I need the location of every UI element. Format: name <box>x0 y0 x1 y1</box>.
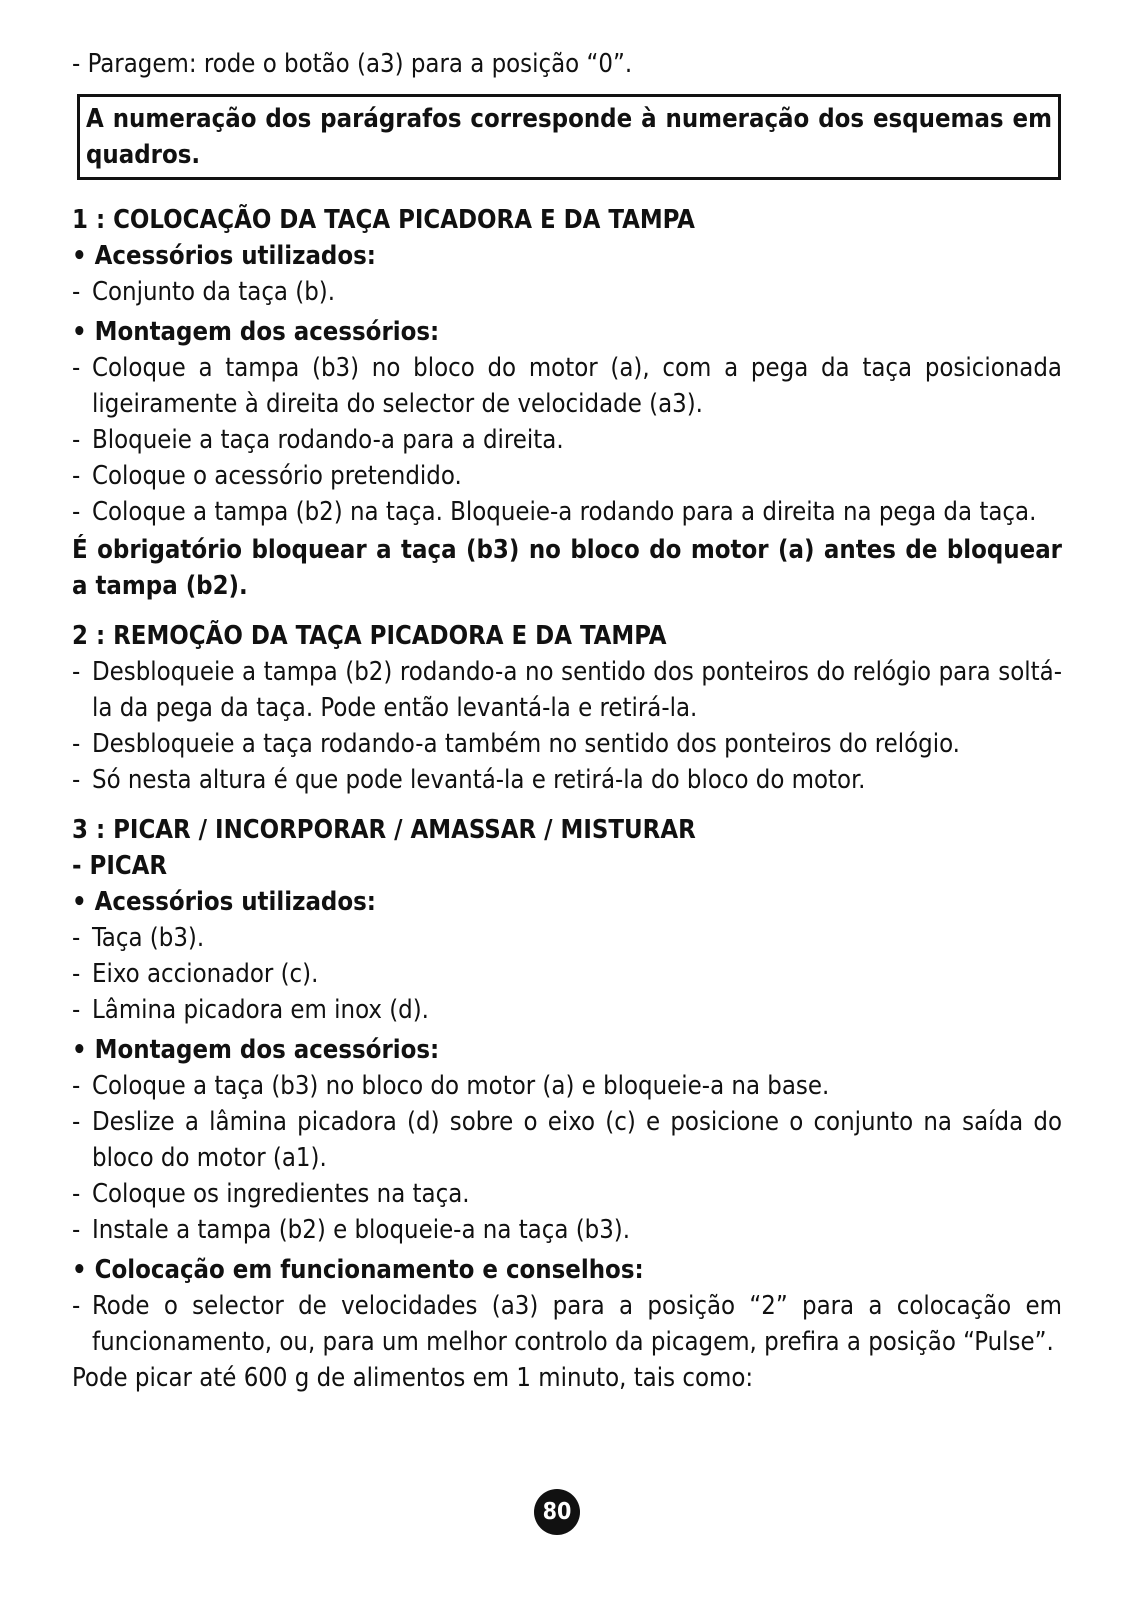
list-item: - Rode o selector de velocidades (a3) para a posição “2” para a colocação em funcionamento, ou, para um melhor controlo da picagem, prefira a posição “Pulse”. <box>72 1288 1062 1360</box>
list-item: - Bloqueie a taça rodando-a para a direita. <box>72 422 1062 458</box>
list-item-text: Coloque os ingredientes na taça. <box>92 1179 470 1209</box>
list-item-text: Eixo accionador (c). <box>92 959 319 989</box>
s3-operation-label: • Colocação em funcionamento e conselhos: <box>72 1255 644 1285</box>
list-item-text: Bloqueie a taça rodando-a para a direita. <box>92 425 564 455</box>
section-2-title: 2 : REMOÇÃO DA TAÇA PICADORA E DA TAMPA <box>72 621 667 651</box>
list-item: - Coloque a tampa (b2) na taça. Bloqueie-a rodando para a direita na pega da taça. <box>72 494 1062 530</box>
s1-assembly-label: • Montagem dos acessórios: <box>72 317 440 347</box>
list-item: - Coloque a taça (b3) no bloco do motor (a) e bloqueie-a na base. <box>72 1068 1062 1104</box>
list-item: - Lâmina picadora em inox (d). <box>72 992 1062 1028</box>
list-item: - Só nesta altura é que pode levantá-la e retirá-la do bloco do motor. <box>72 762 1062 798</box>
warning-text: É obrigatório bloquear a taça (b3) no bloco do motor (a) antes de bloquear a tampa (b2). <box>72 535 1062 601</box>
list-item: - Instale a tampa (b2) e bloqueie-a na taça (b3). <box>72 1212 1062 1248</box>
list-item: - Coloque a tampa (b3) no bloco do motor (a), com a pega da taça posicionada ligeiramente à direita do selector de velocidade (a3). <box>72 350 1062 422</box>
list-item-text: Desbloqueie a taça rodando-a também no sentido dos ponteiros do relógio. <box>92 729 960 759</box>
list-item: - Coloque os ingredientes na taça. <box>72 1176 1062 1212</box>
list-item-text: Deslize a lâmina picadora (d) sobre o eixo (c) e posicione o conjunto na saída do bloco do motor (a1). <box>92 1107 1062 1173</box>
s3-assembly-label: • Montagem dos acessórios: <box>72 1035 440 1065</box>
list-item-text: Só nesta altura é que pode levantá-la e retirá-la do bloco do motor. <box>92 765 866 795</box>
list-item: - Conjunto da taça (b). <box>72 274 1062 310</box>
list-item: - Eixo accionador (c). <box>72 956 1062 992</box>
section-1-title: 1 : COLOCAÇÃO DA TAÇA PICADORA E DA TAMPA <box>72 205 695 235</box>
list-item-text: Instale a tampa (b2) e bloqueie-a na taça (b3). <box>92 1215 631 1245</box>
closing-paragraph: Pode picar até 600 g de alimentos em 1 minuto, tais como: <box>72 1363 754 1393</box>
section-3-title: 3 : PICAR / INCORPORAR / AMASSAR / MISTURAR <box>72 815 696 845</box>
list-item: - Desbloqueie a taça rodando-a também no sentido dos ponteiros do relógio. <box>72 726 1062 762</box>
list-item-text: Lâmina picadora em inox (d). <box>92 995 429 1025</box>
list-item-text: Taça (b3). <box>92 923 205 953</box>
list-item: - Taça (b3). <box>72 920 1062 956</box>
list-item-text: Coloque a tampa (b2) na taça. Bloqueie-a rodando para a direita na pega da taça. <box>92 497 1037 527</box>
list-item: - Desbloqueie a tampa (b2) rodando-a no sentido dos ponteiros do relógio para soltá-la da pega da taça. Pode então levantá-la e retirá-la. <box>72 654 1062 726</box>
page-number-badge: 80 <box>534 1489 580 1535</box>
list-item-text: Rode o selector de velocidades (a3) para a posição “2” para a colocação em funcionamento, ou, para um melhor controlo da picagem, prefira a posição “Pulse”. <box>92 1291 1062 1357</box>
s3-accessories-label: • Acessórios utilizados: <box>72 887 376 917</box>
list-item-text: Coloque a taça (b3) no bloco do motor (a) e bloqueie-a na base. <box>92 1071 830 1101</box>
notice-box: A numeração dos parágrafos corresponde à numeração dos esquemas em quadros. <box>77 94 1061 180</box>
section-3-subtitle: - PICAR <box>72 851 168 881</box>
s1-accessories-label: • Acessórios utilizados: <box>72 241 376 271</box>
list-item-text: Conjunto da taça (b). <box>92 277 336 307</box>
intro-line: - Paragem: rode o botão (a3) para a posição “0”. <box>72 49 633 79</box>
list-item-text: Coloque o acessório pretendido. <box>92 461 462 491</box>
list-item: - Deslize a lâmina picadora (d) sobre o eixo (c) e posicione o conjunto na saída do bloco do motor (a1). <box>72 1104 1062 1176</box>
list-item-text: Coloque a tampa (b3) no bloco do motor (a), com a pega da taça posicionada ligeiramente à direita do selector de velocidade (a3). <box>92 353 1062 419</box>
list-item-text: Desbloqueie a tampa (b2) rodando-a no sentido dos ponteiros do relógio para soltá-la da pega da taça. Pode então levantá-la e retirá-la. <box>92 657 1062 723</box>
manual-page <box>72 46 1062 1396</box>
list-item: - Coloque o acessório pretendido. <box>72 458 1062 494</box>
